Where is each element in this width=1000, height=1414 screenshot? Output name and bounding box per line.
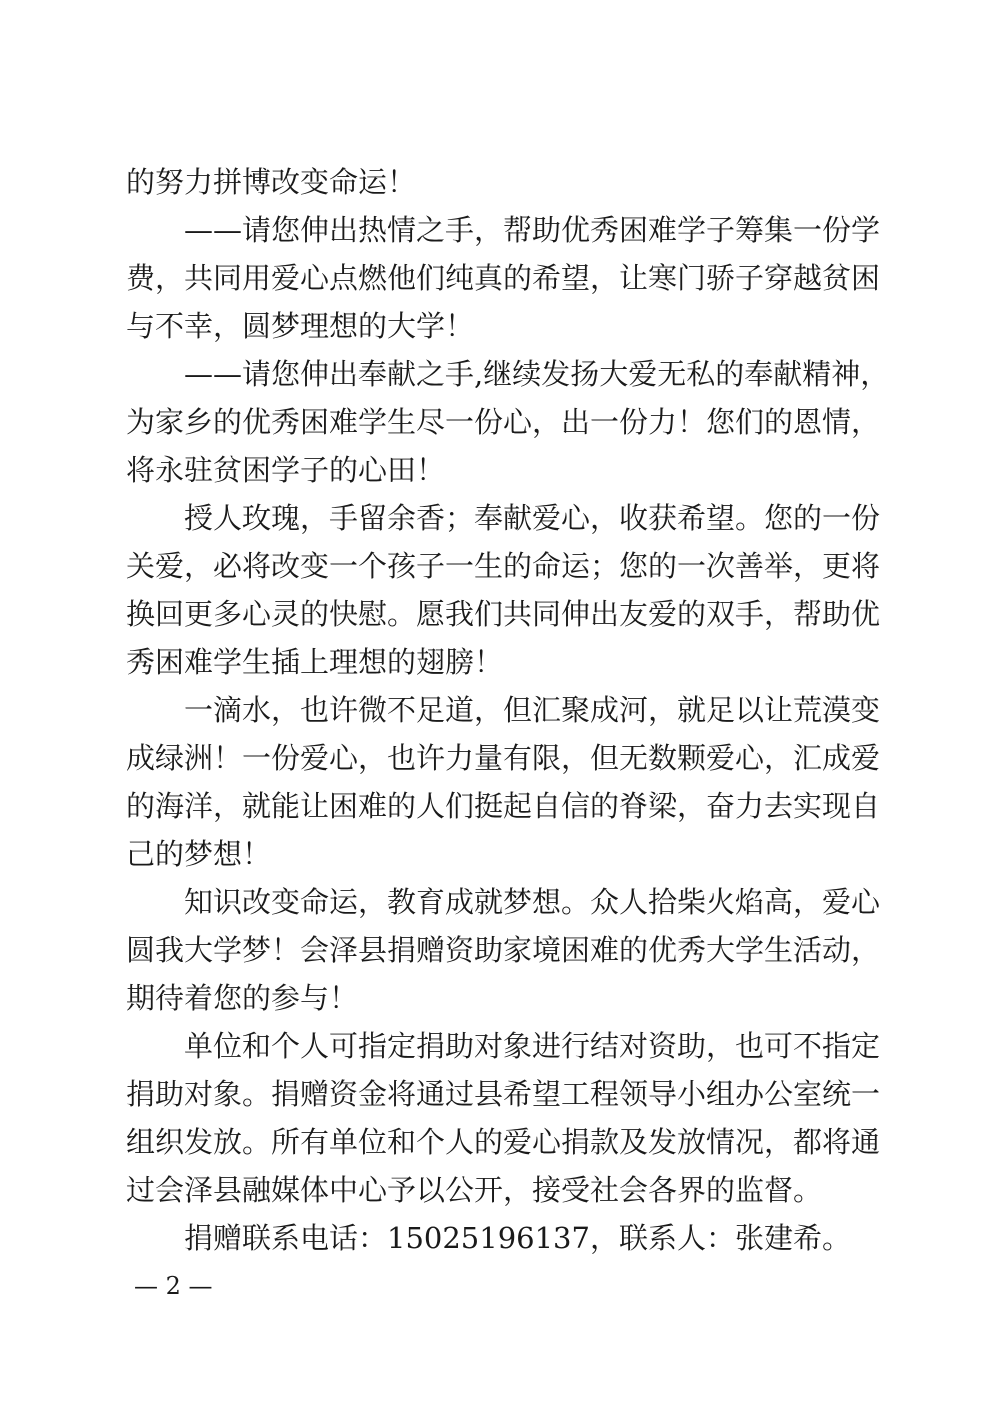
text-line: 成绿洲！一份爱心，也许力量有限，但无数颗爱心，汇成爱 [126,741,881,775]
text-line: 期待着您的参与！ [126,981,359,1015]
text-line: 为家乡的优秀困难学生尽一份心，出一份力！您们的恩情， [126,405,881,439]
contact-line: 捐赠联系电话：15025196137，联系人：张建希。 [184,1221,851,1255]
page-number: — 2 — [134,1272,213,1300]
text-line: 的努力拼博改变命运！ [126,165,417,199]
text-line: 秀困难学生插上理想的翅膀！ [126,645,504,679]
text-line: 捐助对象。捐赠资金将通过县希望工程领导小组办公室统一 [126,1077,881,1111]
text-line: 将永驻贫困学子的心田！ [126,453,446,487]
text-line: 一滴水，也许微不足道，但汇聚成河，就足以让荒漠变 [184,693,881,727]
text-line: 知识改变命运，教育成就梦想。众人拾柴火焰高，爱心 [184,885,881,919]
text-line: ——请您伸出热情之手，帮助优秀困难学子筹集一份学 [184,213,881,247]
text-line: 组织发放。所有单位和个人的爱心捐款及发放情况，都将通 [126,1125,881,1159]
text-line: ——请您伸出奉献之手,继续发扬大爱无私的奉献精神， [184,357,890,391]
text-line: 费，共同用爱心点燃他们纯真的希望，让寒门骄子穿越贫困 [126,261,881,295]
text-line: 己的梦想！ [126,837,272,871]
text-line: 圆我大学梦！会泽县捐赠资助家境困难的优秀大学生活动， [126,933,881,967]
text-line: 单位和个人可指定捐助对象进行结对资助，也可不指定 [184,1029,881,1063]
text-line: 授人玫瑰，手留余香；奉献爱心，收获希望。您的一份 [184,501,881,535]
text-line: 的海洋，就能让困难的人们挺起自信的脊梁，奋力去实现自 [126,789,881,823]
text-line: 关爱，必将改变一个孩子一生的命运；您的一次善举，更将 [126,549,881,583]
text-line: 与不幸，圆梦理想的大学！ [126,309,475,343]
text-line: 换回更多心灵的快慰。愿我们共同伸出友爱的双手，帮助优 [126,597,881,631]
text-line: 过会泽县融媒体中心予以公开，接受社会各界的监督。 [126,1173,823,1207]
